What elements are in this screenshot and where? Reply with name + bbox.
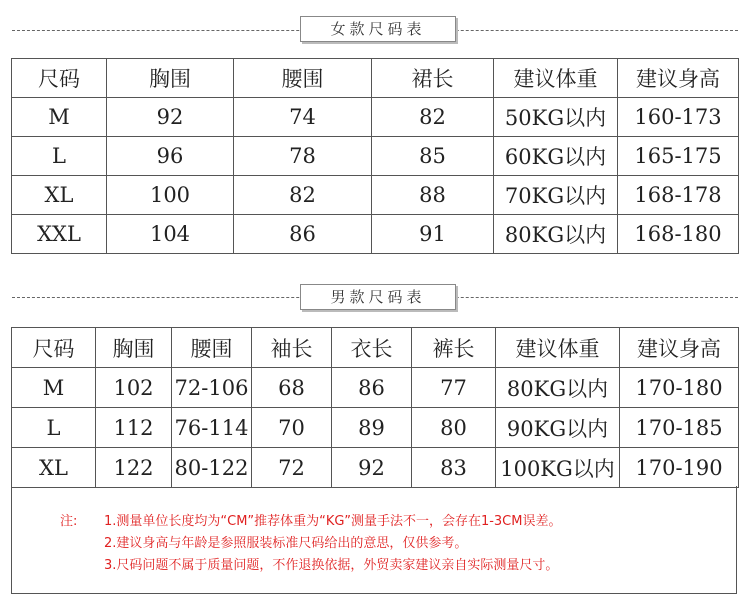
women-header-row	[12, 59, 739, 98]
women-table-cell: XXL	[12, 215, 107, 254]
men-column-header: 建议体重	[496, 328, 620, 368]
men-column-header: 衣长	[332, 328, 412, 368]
women-table-cell: 88	[372, 176, 494, 215]
men-column-header: 胸围	[96, 328, 172, 368]
women-column-header: 裙长	[372, 59, 494, 98]
women-column-header: 尺码	[12, 59, 107, 98]
women-table-cell: 91	[372, 215, 494, 254]
men-table-cell: 89	[332, 408, 412, 448]
women-table-cell: 100	[107, 176, 234, 215]
men-table-cell: L	[12, 408, 96, 448]
women-table-cell: 86	[234, 215, 372, 254]
men-header-row	[12, 328, 739, 368]
women-table-cell: 80KG以内	[494, 215, 618, 254]
men-column-header: 裤长	[412, 328, 496, 368]
women-table-cell: 85	[372, 137, 494, 176]
men-table-cell: 86	[332, 368, 412, 408]
women-table-row	[12, 137, 739, 176]
women-column-header: 建议身高	[618, 59, 739, 98]
women-table-cell: 92	[107, 98, 234, 137]
women-table-cell: 168-178	[618, 176, 739, 215]
men-table-cell: 76-114	[172, 408, 252, 448]
men-table-cell: 92	[332, 448, 412, 488]
men-table-cell: 83	[412, 448, 496, 488]
men-table-cell: 72	[252, 448, 332, 488]
men-table-cell: 112	[96, 408, 172, 448]
women-column-header: 胸围	[107, 59, 234, 98]
men-column-header: 袖长	[252, 328, 332, 368]
women-table-row	[12, 215, 739, 254]
men-table-cell: 100KG以内	[496, 448, 620, 488]
women-table-cell: 74	[234, 98, 372, 137]
women-table-cell: 160-173	[618, 98, 739, 137]
note-line-2: 2.建议身高与年龄是参照服装标准尺码给出的意思，仅供参考。	[104, 536, 468, 551]
men-table-row	[12, 448, 739, 488]
women-table-cell: 70KG以内	[494, 176, 618, 215]
women-table-row	[12, 176, 739, 215]
men-table-cell: 90KG以内	[496, 408, 620, 448]
women-table-cell: 50KG以内	[494, 98, 618, 137]
women-table-cell: 165-175	[618, 137, 739, 176]
men-table-cell: 77	[412, 368, 496, 408]
men-table-cell: 80KG以内	[496, 368, 620, 408]
women-table-row	[12, 98, 739, 137]
note-line-3: 3.尺码问题不属于质量问题，不作退换依据，外贸卖家建议亲自实际测量尺寸。	[104, 558, 559, 573]
men-column-header: 建议身高	[620, 328, 739, 368]
men-table-row	[12, 368, 739, 408]
women-table-cell: M	[12, 98, 107, 137]
men-column-header: 腰围	[172, 328, 252, 368]
women-table-cell: 104	[107, 215, 234, 254]
notes-label: 注:	[60, 514, 78, 529]
note-line-1: 1.测量单位长度均为“CM”推荐体重为“KG”测量手法不一，会存在1-3CM误差。	[104, 514, 562, 529]
men-table-cell: 68	[252, 368, 332, 408]
men-table-cell: M	[12, 368, 96, 408]
women-column-header: 腰围	[234, 59, 372, 98]
men-table-cell: 102	[96, 368, 172, 408]
women-table-cell: 82	[234, 176, 372, 215]
men-size-chart-title: 男款尺码表	[300, 284, 456, 310]
men-table-cell: XL	[12, 448, 96, 488]
women-table-cell: XL	[12, 176, 107, 215]
women-table-cell: L	[12, 137, 107, 176]
men-size-table	[11, 327, 739, 488]
men-table-cell: 72-106	[172, 368, 252, 408]
women-table-cell: 96	[107, 137, 234, 176]
women-size-table	[11, 58, 739, 254]
women-table-cell: 82	[372, 98, 494, 137]
men-table-cell: 170-185	[620, 408, 739, 448]
notes-box	[11, 486, 737, 594]
men-table-cell: 170-190	[620, 448, 739, 488]
women-size-chart-title: 女款尺码表	[300, 16, 456, 42]
women-column-header: 建议体重	[494, 59, 618, 98]
women-table-cell: 78	[234, 137, 372, 176]
men-table-cell: 122	[96, 448, 172, 488]
men-table-cell: 80-122	[172, 448, 252, 488]
men-column-header: 尺码	[12, 328, 96, 368]
men-table-cell: 70	[252, 408, 332, 448]
men-table-cell: 80	[412, 408, 496, 448]
men-table-cell: 170-180	[620, 368, 739, 408]
men-table-row	[12, 408, 739, 448]
women-table-cell: 168-180	[618, 215, 739, 254]
women-table-cell: 60KG以内	[494, 137, 618, 176]
